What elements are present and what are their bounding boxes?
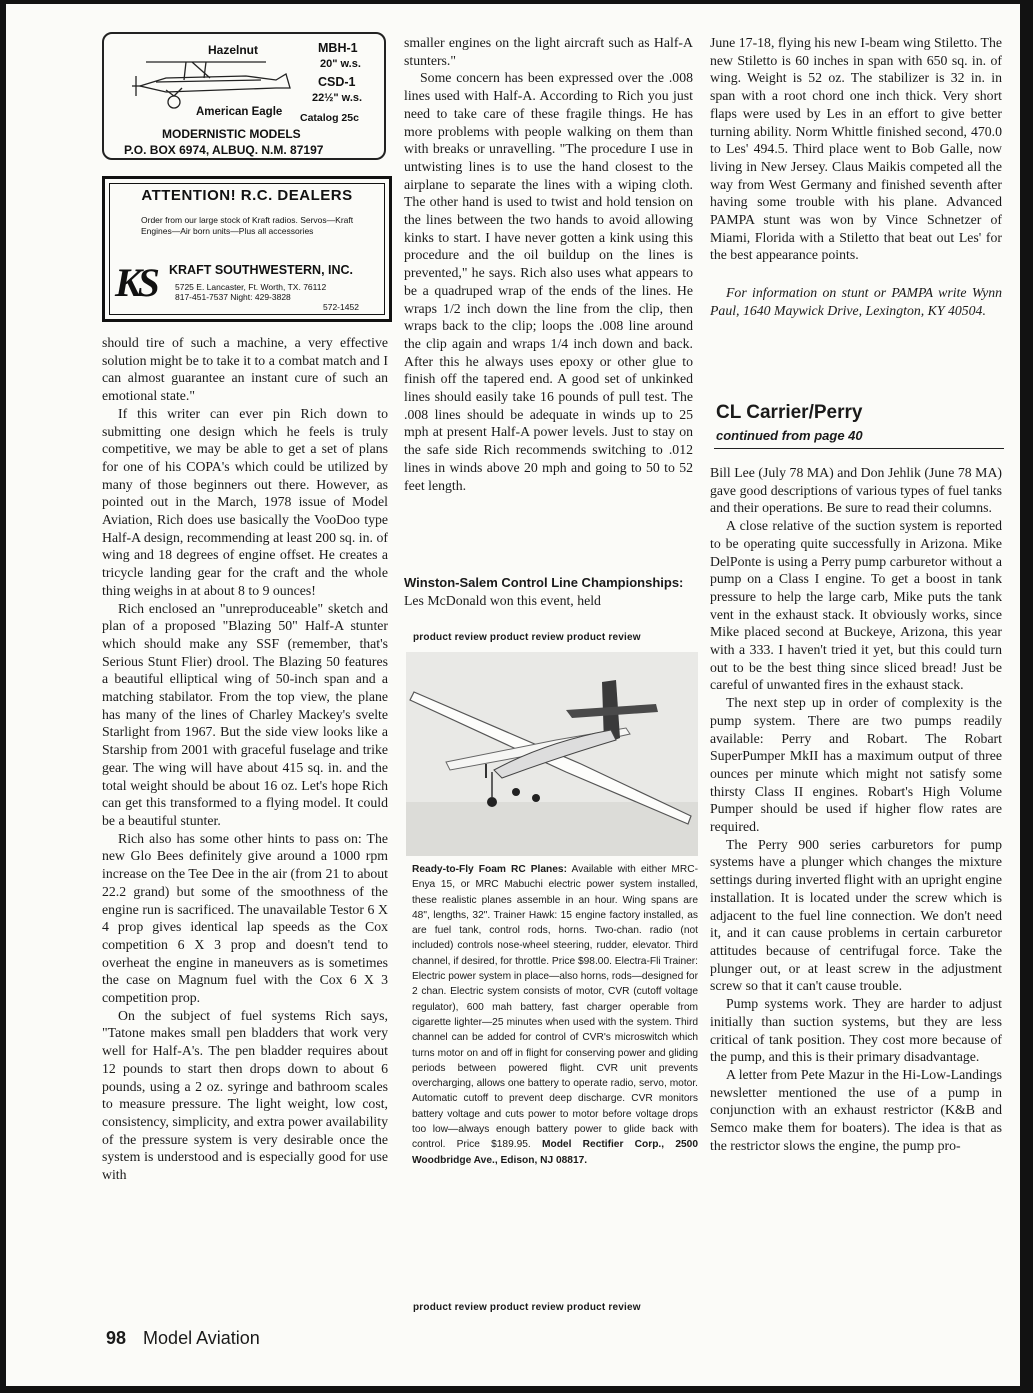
column-3: [710, 34, 1002, 320]
product-review-text: [412, 862, 698, 1168]
paragraph: A letter from Pete Mazur in the Hi-Low-Landings newsletter mentioned the use of a pump in conjunction with an exhaust restrictor (K&B and Semco make them for boaters). The idea is that as the restrictor slows the engine, the pump pro-: [710, 1066, 1002, 1153]
ad-catalog-price: Catalog 25c: [300, 112, 359, 124]
paragraph: On the subject of fuel systems Rich says, "Tatone makes small pen bladders that work very well for Half-A's. The pen bladder requires about 12 pounds to start then drops down to about 6 pounds, using a 2 oz. syringe and bathroom scales to measure pressure. The light weight, low cost, consistency, simplicity, and extra power availability of the pressure system is very desirable once the system is understood and is especially good for use with: [102, 1007, 388, 1183]
column-3-continued: [710, 464, 1002, 1154]
column-1: [102, 334, 388, 1184]
rc-plane-photo: [406, 652, 698, 856]
ad-mbh1-span: 20" w.s.: [320, 58, 361, 70]
paragraph: smaller engines on the light aircraft such as Half-A stunters.": [404, 35, 693, 68]
winston-salem-paragraph: [404, 574, 693, 609]
kraft-southwestern-ad: [102, 176, 392, 322]
ad-hazelnut-label: Hazelnut: [208, 43, 259, 57]
ad-csd1-span: 22½" w.s.: [312, 92, 363, 104]
biplane-drawing: [126, 52, 296, 114]
product-review-banner-bottom: product review product review product review: [413, 1302, 641, 1313]
ad-address-line: 5725 E. Lancaster, Ft. Worth, TX. 76112: [175, 282, 327, 292]
ad-american-eagle-label: American Eagle: [196, 106, 283, 118]
paragraph: Bill Lee (July 78 MA) and Don Jehlik (June 78 MA) gave good descriptions of various types of fuel tanks and their operations. Be sure to read their columns.: [710, 465, 1002, 516]
product-review-body: Available with either MRC-Enya 15, or MRC Mabuchi electric power system installed, these realistic planes assemble in an hour. Wing spans are 48", lengths, 32". Trainer Hawk: 15 engine factory installed, as are fuel tank, control rods, horns. Two-chan. radio (not included) controls nose-wheel steering, rudder, elevator. Third channel, if desired, for throttle. Price $98.00. Electra-Fli Trainer: Electric power system in place—also horns, rods—designed for 2 chan. Electric system consists of motor, CVR (cutoff voltage regulator), 600 mah battery, fast charger operable from cigarette lighter—25 minutes when used with the system. Third channel can be added for control of CVR's microswitch which turns motor on and off in flight for conserving power and gliding periods between powered flight. CVR unit prevents overcharging, allows one battery to operate radio, servo, motor. Automatic cutoff to prevent deep discharge. CVR monitors battery voltage and cuts power to motor before voltage drops too low—always enough battery power to glide back with control. Price $189.95.: [412, 864, 698, 1151]
paragraph: should tire of such a machine, a very effective solution might be to take it to a combat match and I can almost guarantee an instant cure of such an emotional state.": [102, 335, 388, 404]
section-rule: [714, 448, 1004, 449]
ad-phone-line: 572-1452: [323, 302, 359, 312]
ad-address: [175, 282, 359, 312]
paragraph: Pump systems work. They are harder to adjust initially than suction systems, but they are less critical of tank position. They cost more because of the pump, and this is their primary disadvantage.: [710, 996, 1002, 1065]
paragraph: Rich enclosed an "unreproduceable" sketch and plan of a proposed "Blazing 50" Half-A stunter which should make any SSF (remember, that's Serious Stunt Flier) drool. The Blazing 50 features a beautiful elliptical wing of 50-inch span and a matching stabilator. From the top view, the plane has many of the lines of Charley Mackey's svelte Starlight from 1967. But the side view looks like a Starship from 2001 with graceful fuselage and trike gear. The wing will have about 415 sq. in. and the total weight should be about 16 oz. Let's hope Rich can get this transformed to a flying model. It could be a beautiful stunter.: [102, 600, 388, 828]
magazine-page: [6, 4, 1020, 1386]
product-review-contact: Model Rectifier Corp., 2500 Woodbridge Ave., Edison, NJ 08817.: [412, 1139, 698, 1166]
ad-csd1-label: CSD-1: [318, 75, 356, 89]
modernistic-models-ad: [102, 32, 386, 160]
product-review-title: Ready-to-Fly Foam RC Planes:: [412, 864, 567, 875]
paragraph: The next step up in order of complexity is the pump system. There are two pumps readily available: Perry and Robart. The Robart SuperPumper MkII has a maximum output of three ounces per minute which might not satisfy some thirsty Class II engines. Robart's High Volume Pumper should be used if higher flow rates are required.: [710, 695, 1002, 835]
paragraph: June 17-18, flying his new I-beam wing Stiletto. The new Stiletto is 60 inches in span with 650 sq. in. of wing. Weight is 52 oz. The stabilizer is 32 in. in span with a root chord one inch thick. Very short flaps were used by Les in an effort to give better turning ability. Norm Whittle finished second, 470.0 to Les' 494.5. Third place went to Bob Galle, now living in New Jersey. Claus Maikis competed all the way from West Germany and finished seventh after having some trouble with his plane. Advanced PAMPA stunt was won by Vince Schnetzer of Miami, Florida with a Stiletto that beat out Les' for the best appearance points.: [710, 35, 1002, 263]
product-photo: [406, 652, 698, 856]
paragraph: Rich also has some other hints to pass on: The new Glo Bees definitely give around a 1000 rpm increase on the Tee Dee in the air (from 21 to about 22.2 grand) but some of the smoothness of the engine run is sacrificed. The unavailable Testor 6 X 4 prop gives identical lap speeds as the Cox competition 6 X 3 prop and doesn't tend to overheat the engine in maneuvers as is sometimes the case on Magnum fuel with the Cox 6 X 3 competition prop.: [102, 830, 388, 1006]
ad-company-name: MODERNISTIC MODELS: [162, 127, 301, 141]
ad-address: P.O. BOX 6974, ALBUQ. N.M. 87197: [124, 143, 324, 157]
ad-mbh1-label: MBH-1: [318, 41, 358, 55]
page-footer: [106, 1328, 260, 1349]
paragraph: If this writer can ever pin Rich down to submitting one design which he feels is truly competitive, we may be able to get a set of plans for one of his COPA's which could be utilized by many of those beginners out there. However, as pointed out in the March, 1978 issue of Model Aviation, Rich does use basically the VooDoo type Half-A design, recommending at least 200 sq. in. of wing and 18 degrees of engine offset. He creates a tricycle landing gear for the craft and the whole thing weighs in at about 8 to 9 ounces!: [102, 405, 388, 598]
paragraph: The Perry 900 series carburetors for pump systems have a plunger which changes the mixture settings during inverted flight with an upright engine installation. It is located under the screw which is adjacent to the fuel line connection. We don't need it, and it can cause problems in certain carburetor attitudes because of centrifugal force. Take the plunger out, or at least screw in the adjustment screw so that it can't cause trouble.: [710, 836, 1002, 994]
paragraph: Some concern has been expressed over the .008 lines used with Half-A. According to Rich you just need to take care of these fragile things. He has more problems with people walking on them than with breaks or unravelling. "The procedure I use in untwisting lines is to use the hand closest to the airplane to separate the lines with a wiping cloth. The other hand is used to twist and hold tension on the lines between the two hands to avoid allowing kinks to start. I have never gotten a kink using this procedure and the oil buildup on the lines is prevented," he says. Rich also uses what appears to be a quadruped wrap of the ends of the lines. He wraps 1/2 inch down the line from the clip, then wraps back to the clip; loops the .008 line around the clip again and wraps 1/4 inch down and back. After this he always uses epoxy or other glue to finish off the tapered end. A good set of unkinked lines should easily take 16 pounds of pull test. The .008 lines should be adequate in winds up to 25 mph at present Half-A power levels. Just to stay on the safe side Rich recommends switching to .012 lines in winds above 20 mph and going to 50 to 52 feet length.: [404, 70, 693, 493]
winston-salem-heading: Winston-Salem Control Line Championships:: [404, 575, 684, 590]
page-number: 98: [106, 1328, 127, 1348]
ad-company-name: KRAFT SOUTHWESTERN, INC.: [169, 263, 354, 277]
column-2: [404, 34, 693, 494]
magazine-name: Model Aviation: [143, 1328, 260, 1348]
winston-salem-text: Les McDonald won this event, held: [404, 592, 601, 608]
section-title: CL Carrier/Perry: [716, 402, 863, 423]
ad-body-text: Order from our large stock of Kraft radios. Servos—Kraft Engines—Air born units—Plus all accessories: [141, 215, 354, 236]
ad-phone-line: 817-451-7537 Night: 429-3828: [175, 292, 291, 302]
product-review-banner-top: product review product review product review: [413, 632, 641, 643]
paragraph: A close relative of the suction system is reported to be operating quite successfully in Arizona. Mike DelPonte is using a Perry pump carburetor without a pump on a Class I engine. To get a boost in tank pressure to help the large carb, Mike puts the tank vent in the exhaust stack. It obviously works, since Mike placed second at Buckeye, Arizona, this year with a 333. I haven't tried it yet, but this could turn out to be the best thing since sliced bread! Just be careful of unwanted fires in the exhaust stack.: [710, 518, 1002, 693]
section-continued-note: continued from page 40: [716, 428, 863, 443]
ad-headline: ATTENTION! R.C. DEALERS: [141, 187, 353, 204]
ks-logo: KS: [115, 260, 156, 305]
info-note: For information on stunt or PAMPA write Wynn Paul, 1640 Maywick Drive, Lexington, KY 40504.: [710, 285, 1002, 318]
